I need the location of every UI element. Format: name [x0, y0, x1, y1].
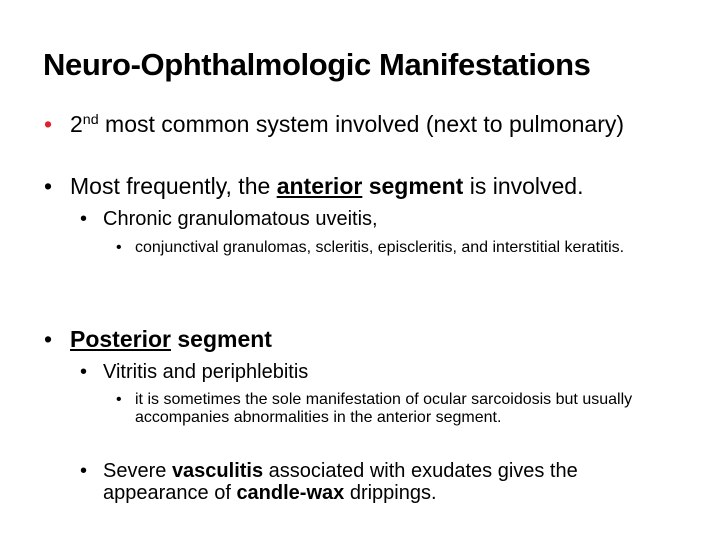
bullet-icon: •: [80, 361, 88, 383]
bullet-icon: •: [80, 460, 88, 482]
bullet-icon: •: [80, 208, 88, 230]
sub-sub-bullet-sole-manifestation: [116, 391, 676, 426]
sub-bullet-uveitis: [80, 208, 680, 230]
bullet-icon: •: [116, 239, 122, 256]
slide-title: Neuro-Ophthalmologic Manifestations: [43, 47, 591, 82]
bullet-icon: •: [44, 173, 53, 199]
bullet-icon: •: [116, 391, 122, 408]
bullet-text: Severe vasculitis associated with exudates gives the appearance of candle-wax drippings.: [103, 460, 578, 505]
emphasis-vasculitis: vasculitis: [171, 460, 264, 482]
emphasis-candle-wax: candle-wax: [236, 482, 345, 505]
bullet-item-anterior-segment: [44, 174, 704, 198]
bullet-text: it is sometimes the sole manifestation of ocular sarcoidosis but usually accompanies abnormalities in the anterior segment.: [135, 391, 633, 426]
bullet-text: Chronic granulomatous uveitis,: [103, 208, 378, 230]
sub-sub-bullet-conjunctival: [116, 239, 696, 257]
bullet-text: Most frequently, the anterior segment is involved.: [70, 173, 584, 199]
bullet-icon: •: [44, 111, 53, 137]
bullet-item-posterior-segment: [44, 327, 664, 351]
sub-bullet-vasculitis: [80, 460, 680, 505]
emphasis-anterior: anterior: [276, 173, 363, 199]
bullet-text: Vitritis and periphlebitis: [103, 361, 309, 383]
bullet-icon: •: [44, 326, 53, 352]
bullet-text: 2nd most common system involved (next to pulmonary): [70, 111, 625, 137]
bullet-text: Posterior segment: [70, 326, 272, 352]
bullet-item-second-most-common: [44, 112, 664, 136]
sub-bullet-vitritis: [80, 361, 680, 383]
emphasis-posterior: Posterior: [70, 326, 171, 352]
bullet-text: conjunctival granulomas, scleritis, episcleritis, and interstitial keratitis.: [135, 239, 625, 256]
